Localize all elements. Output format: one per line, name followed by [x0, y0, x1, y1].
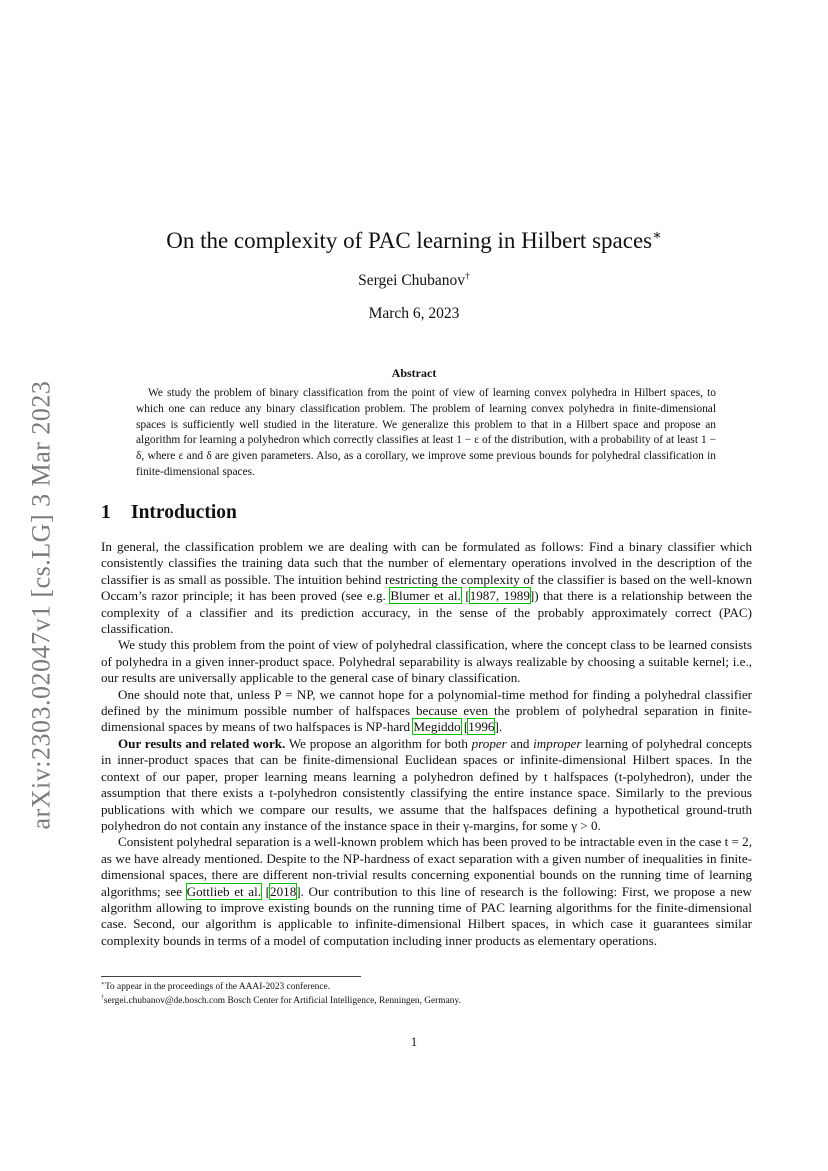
paper-title	[0, 228, 828, 254]
text-run: Consistent polyhedral separation is a well-known problem which has been proved to be intractable even in the case t = 2, as we have already mentioned. Despite to the NP-hardness of exact separation with a given number of inequalities in finite-dimensional spaces, there are different non-trivial results concerning exponential bounds on the running time of learning algorithms; see	[101, 834, 752, 899]
citation-link[interactable]: 1996	[468, 719, 495, 735]
text-run: [	[460, 719, 469, 735]
text-run: learning of polyhedral concepts in inner-product spaces that can be finite-dimensional Euclidean spaces or infinite-dimensional Hilbert spaces. In the context of our paper, proper learning means learning a polyhedron defined by t halfspaces (t-polyhedron), under the assumption that there exists a t-polyhedron consistently classifying the entire instance space. Similarly to the previous publications with which we compare our results, we assume that the halfspaces defining a hypothetical ground-truth polyhedron do not contain any instance of the instance space in their γ-margins, for some γ > 0.	[101, 735, 752, 833]
footnote-text: To appear in the proceedings of the AAAI-2023 conference.	[104, 982, 330, 992]
section-number: 1	[101, 502, 111, 523]
footnote	[101, 994, 752, 1008]
text-run: ]) that there is a relationship between the complexity of a classifier and its prediction accuracy, in the sense of the probably approximately correct (PAC) classification.	[101, 588, 753, 637]
footnote-mark: ∗	[101, 980, 105, 987]
body-text	[101, 539, 752, 949]
text-run: One should note that, unless P = NP, we cannot hope for a polynomial-time method for finding a polyhedral classifier defined by the minimum possible number of halfspaces because even the problem of polyhedral separation in finite-dimensional spaces by means of two halfspaces is NP-hard	[101, 686, 752, 735]
emphasis: improper	[533, 735, 582, 751]
footnote-rule	[101, 976, 361, 977]
title-footnote-mark: ∗	[652, 227, 662, 244]
footnote-mark: †	[101, 994, 104, 1001]
arxiv-stamp	[6, 360, 76, 850]
text-run: [	[261, 883, 271, 899]
paragraph-lead: Our results and related work.	[118, 735, 286, 751]
citation-link[interactable]: Gottlieb et al.	[186, 883, 262, 899]
footnotes	[101, 980, 752, 1008]
paragraph	[101, 736, 752, 834]
arxiv-id: arXiv:2303.02047v1 [cs.LG] 3 Mar 2023	[26, 380, 55, 830]
text-run: ].	[494, 719, 503, 735]
section-title: Introduction	[131, 502, 237, 523]
text-run: [	[460, 588, 470, 604]
citation-link[interactable]: Blumer et al.	[390, 588, 461, 604]
paragraph	[101, 687, 752, 736]
date: March 6, 2023	[368, 305, 460, 322]
citation-link[interactable]: 2018	[270, 883, 297, 899]
section-heading	[101, 502, 237, 524]
author	[0, 272, 828, 290]
footnote	[101, 980, 752, 994]
abstract-text: We study the problem of binary classification from the point of view of learning convex polyhedra in Hilbert spaces, to which one can reduce any binary classification problem. The problem of learning convex polyhedra in finite-dimensional spaces is sufficiently well studied in the literature. We generalize this problem to that in a Hilbert space and propose an algorithm for learning a polyhedron which correctly classifies at least 1 − ε of the distribution, with a probability of at least 1 − δ, where ε and δ are given parameters. Also, as a corollary, we improve some previous bounds for polyhedral classification in finite-dimensional spaces.	[136, 387, 716, 478]
paragraph	[101, 539, 752, 637]
abstract-heading: Abstract	[391, 366, 437, 380]
emphasis: proper	[471, 735, 507, 751]
page-number: 1	[410, 1034, 418, 1049]
footnote-text: sergei.chubanov@de.bosch.com Bosch Center for Artificial Intelligence, Renningen, Germany.	[103, 996, 461, 1006]
citation-link[interactable]: Megiddo	[413, 719, 461, 735]
text-run: We propose an algorithm for both	[285, 735, 472, 751]
text-run: In general, the classification problem we are dealing with can be formulated as follows: Find a binary classifier which consistently classifies the training data such that the number of elementary operations involved in the description of the classifier is as small as possible. The intuition behind restricting the complexity of the classifier is based on the well-known Occam’s razor principle; it has been proved (see e.g.	[101, 539, 752, 604]
title-text: On the complexity of PAC learning in Hilbert spaces	[166, 228, 653, 253]
text-run: and	[506, 735, 534, 751]
citation-link[interactable]: 1987, 1989	[469, 588, 530, 604]
paragraph: We study this problem from the point of view of polyhedral classification, where the concept class to be learned consists of polyhedra in a given inner-product space. Polyhedral separability is always realizable by choosing a suitable kernel; i.e., our results are universally applicable to the general case of binary classification.	[101, 637, 752, 686]
paragraph	[101, 834, 752, 949]
text-run: ]. Our contribution to this line of research is the following: First, we propose a new algorithm allowing to improve existing bounds on the running time of PAC learning algorithms for the finite-dimensional case. Second, our algorithm is applicable to infinite-dimensional Hilbert spaces, in which case it guarantees similar complexity bounds in terms of a model of computation including inner products as elementary operations.	[101, 883, 753, 948]
author-footnote-mark: †	[465, 270, 470, 282]
author-name: Sergei Chubanov	[358, 272, 466, 289]
